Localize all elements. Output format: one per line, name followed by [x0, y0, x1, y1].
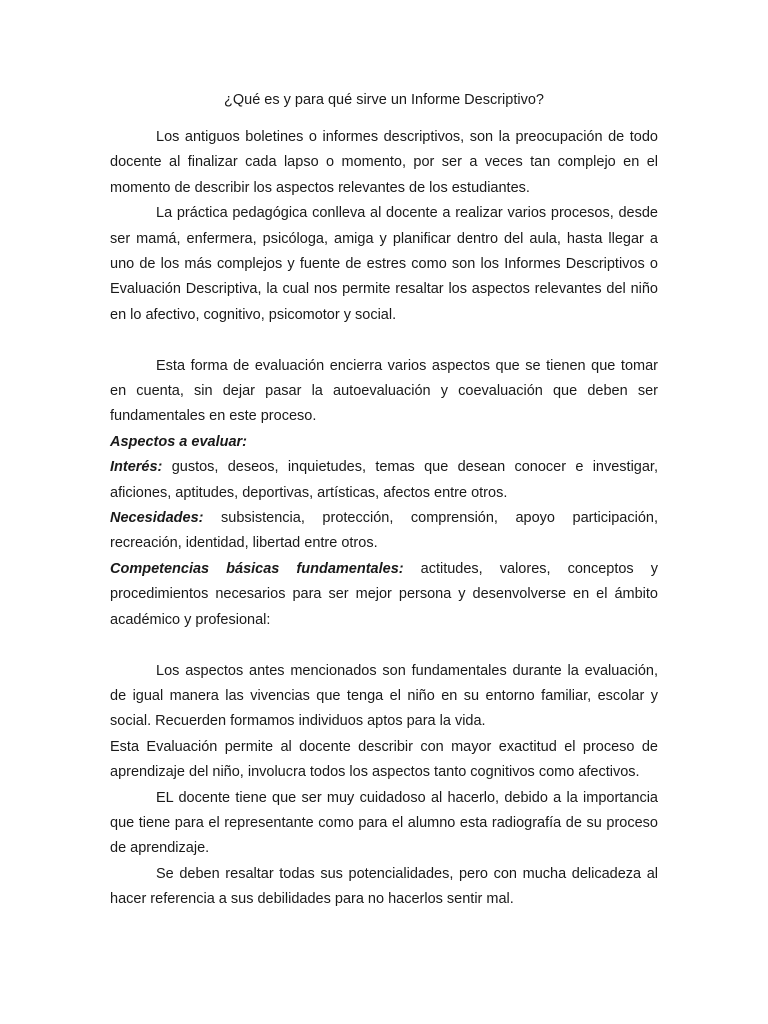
aspects-heading: [110, 430, 658, 455]
paragraph-spacer: [110, 633, 658, 658]
competencias-text: actitudes, valores, conceptos y procedimientos necesarios para ser mejor persona y desenvolverse en el ámbito académico y profesional:: [110, 560, 658, 628]
interes-text: gustos, deseos, inquietudes, temas que desean conocer e investigar, aficiones, aptitudes, deportivas, artísticas, afectos entre otros.: [110, 459, 658, 501]
necesidades-text: subsistencia, protección, comprensión, apoyo participación, recreación, identidad, libertad entre otros.: [110, 510, 658, 552]
aspects-heading-text: Aspectos a evaluar:: [110, 433, 248, 450]
paragraph-teacher-careful: EL docente tiene que ser muy cuidadoso al hacerlo, debido a la importancia que tiene para el representante como para el alumno esta radiografía de su proceso de aprendizaje.: [110, 789, 658, 857]
interes-label: Interés:: [110, 459, 163, 476]
necesidades-label: Necesidades:: [110, 510, 204, 527]
paragraph-highlight-potential: Se deben resaltar todas sus potencialidades, pero con mucha delicadeza al hacer referencia a sus debilidades para no hacerlos sentir mal.: [110, 865, 658, 908]
paragraph-spacer: [110, 328, 658, 353]
paragraph-practice: La práctica pedagógica conlleva al docente a realizar varios procesos, desde ser mamá, enfermera, psicóloga, amiga y planificar dentro del aula, hasta llegar a uno de los más complejos y fuente de estres como son los Informes Descriptivos o Evaluación Descriptiva, la cual nos permite resaltar los aspectos relevantes del niño en lo afectivo, cognitivo, psicomotor y social.: [110, 205, 658, 323]
paragraph-evaluation-allows: Esta Evaluación permite al docente describir con mayor exactitud el proceso de aprendizaje del niño, involucra todos los aspectos tanto cognitivos como afectivos.: [110, 738, 658, 781]
competencias-label: Competencias básicas fundamentales:: [110, 560, 404, 577]
aspect-interes: [110, 455, 658, 506]
paragraph-evaluation-form: Esta forma de evaluación encierra varios aspectos que se tienen que tomar en cuenta, sin dejar pasar la autoevaluación y coevaluación que deben ser fundamentales en este proceso.: [110, 357, 658, 425]
paragraph-intro: Los antiguos boletines o informes descriptivos, son la preocupación de todo docente al finalizar cada lapso o momento, por ser a veces tan complejo en el momento de describir los aspectos relevantes de los estudiantes.: [110, 129, 658, 196]
document-body: [110, 125, 658, 913]
document-title: ¿Qué es y para qué sirve un Informe Descriptivo?: [224, 92, 544, 108]
paragraph-aspects-fundamental: Los aspectos antes mencionados son fundamentales durante la evaluación, de igual manera las vivencias que tenga el niño en su entorno familiar, escolar y social. Recuerden formamos individuos aptos para la vida.: [110, 662, 658, 730]
aspect-necesidades: [110, 506, 658, 557]
aspect-competencias: [110, 557, 658, 633]
